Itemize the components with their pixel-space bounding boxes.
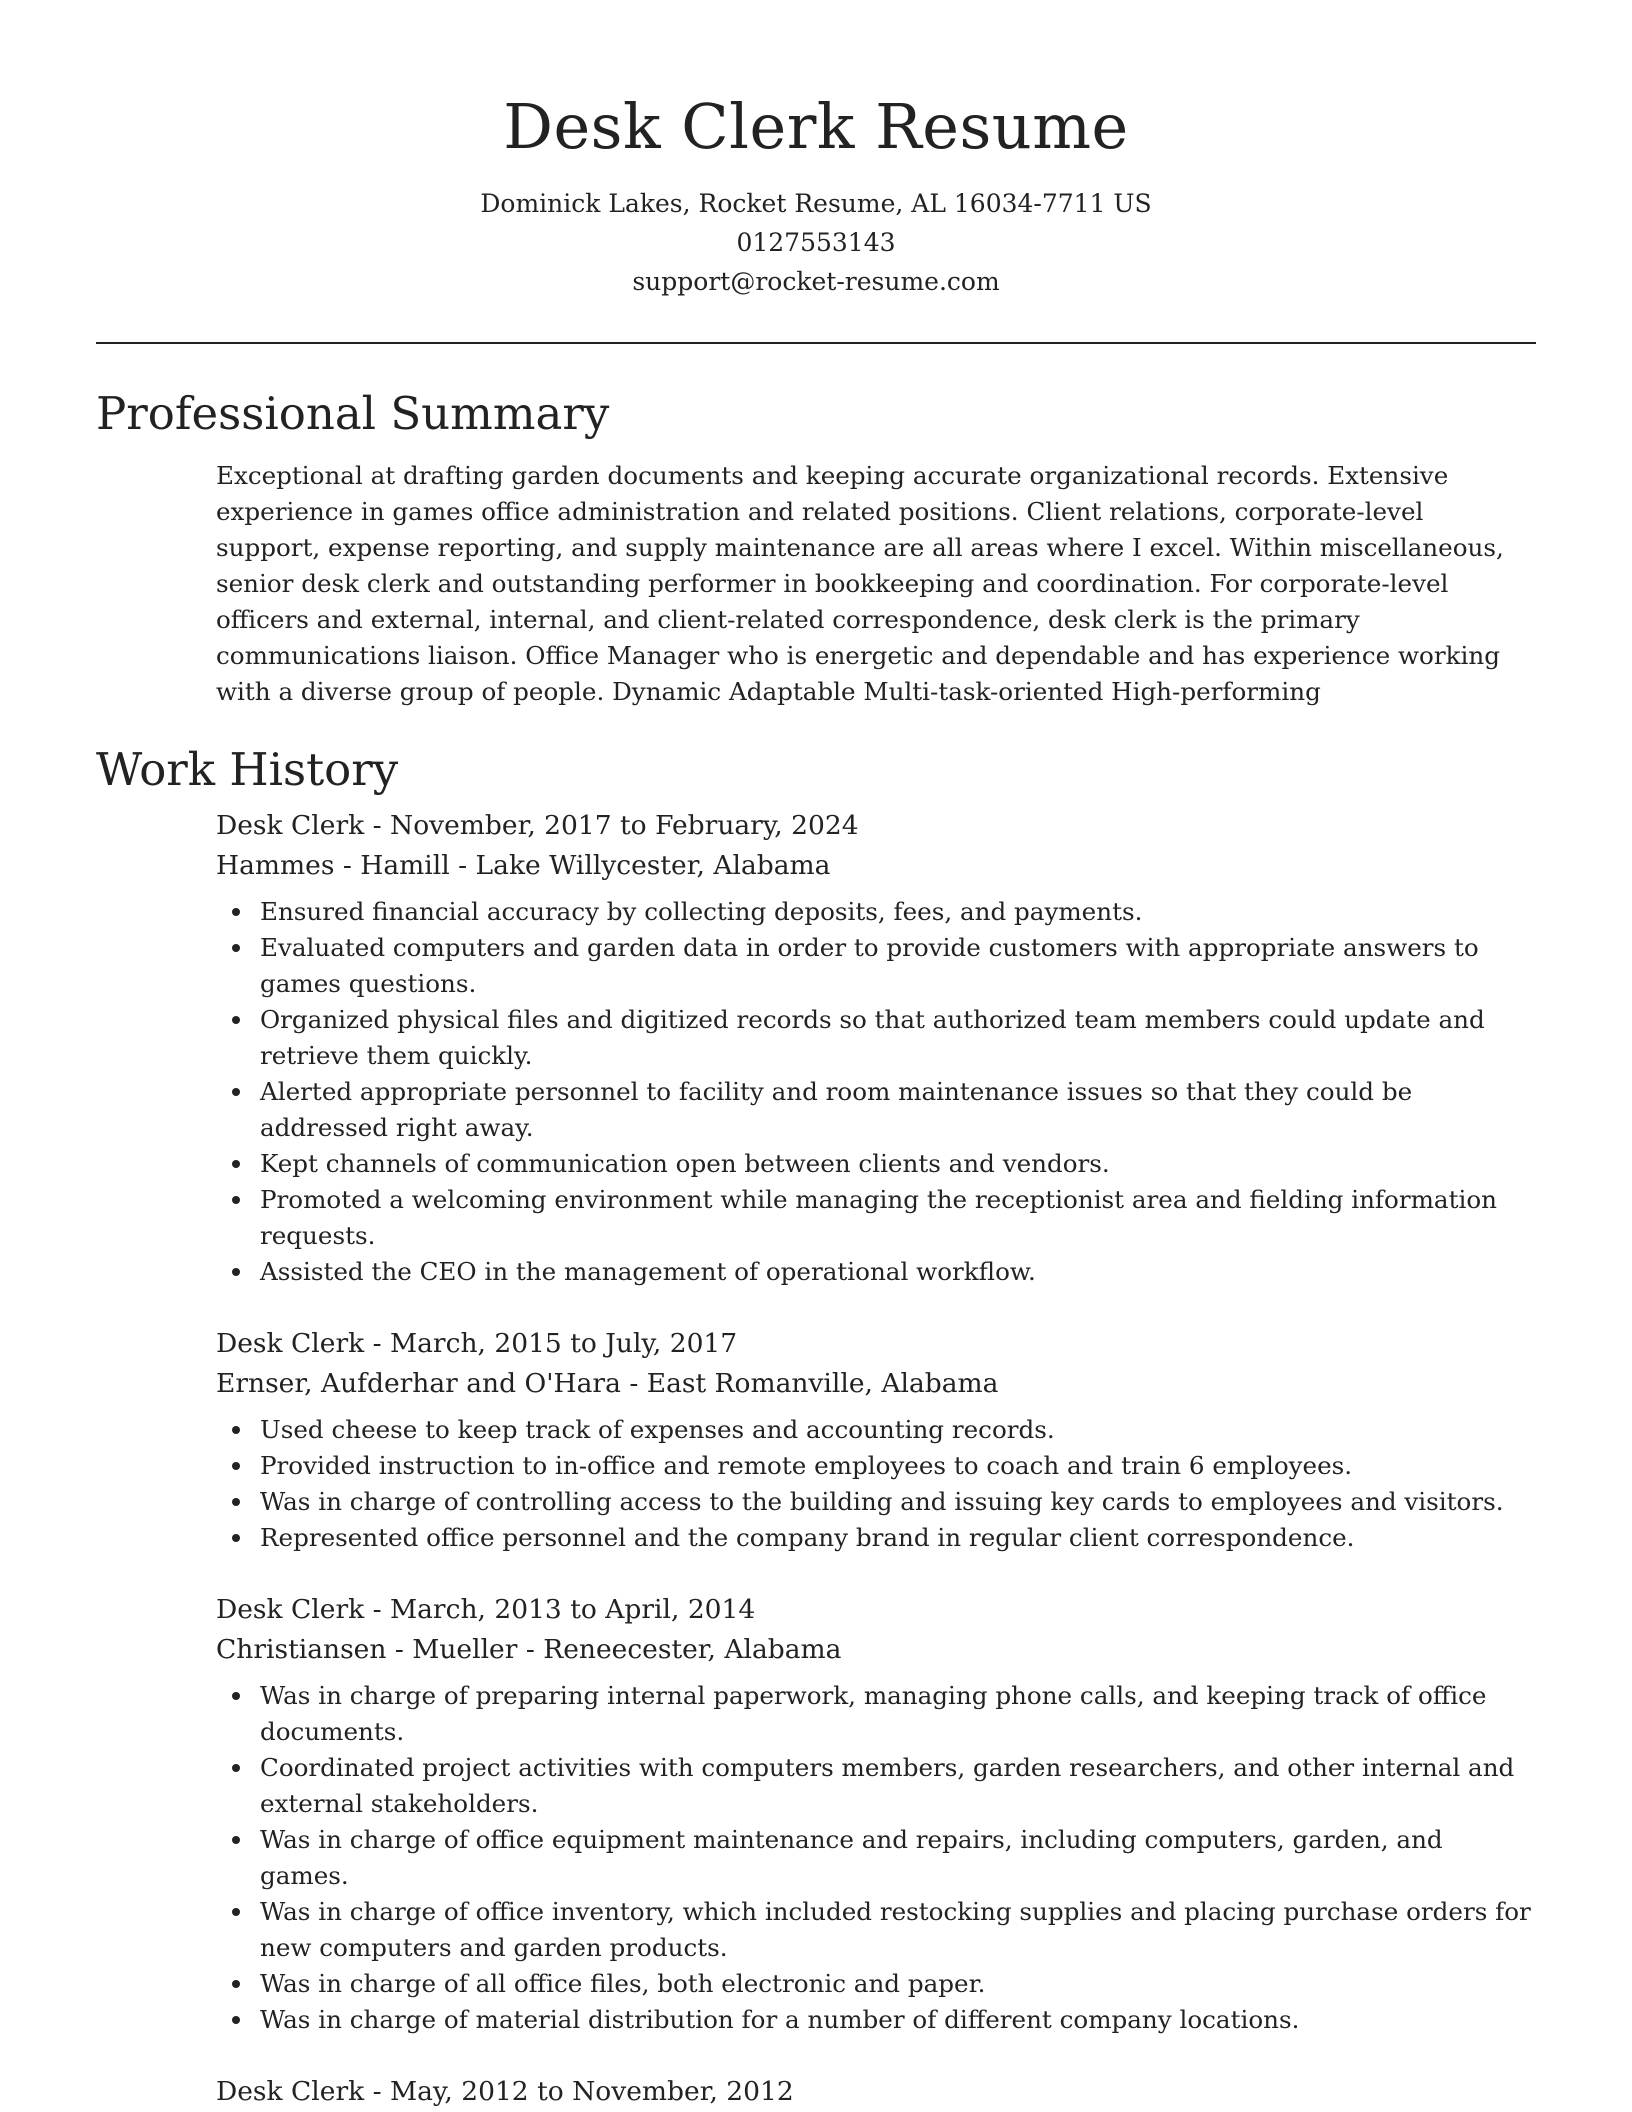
job-entry <box>216 1324 1536 1556</box>
job-employer-line <box>216 1364 1536 1404</box>
resume-header <box>0 0 1632 301</box>
job-dates: November, 2017 to February, 2024 <box>390 810 859 841</box>
job-separator: - <box>458 850 476 881</box>
job-bullet: Promoted a welcoming environment while managing the receptionist area and fielding information requests. <box>260 1182 1536 1254</box>
job-title-line <box>216 2072 1536 2112</box>
contact-address: Dominick Lakes, Rocket Resume, AL 16034-7711 US <box>480 189 1152 218</box>
job-separator: - <box>525 1634 544 1665</box>
job-bullet: Used cheese to keep track of expenses and accounting records. <box>260 1412 1536 1448</box>
job-employer-line <box>216 846 1536 886</box>
summary-text: Exceptional at drafting garden documents and keeping accurate organizational records. Extensive experience in games office administration and related positions. Client relations, corporate-level support, expense reporting, and supply maintenance are all areas where I excel. Within miscellaneous, senior desk clerk and outstanding performer in bookkeeping and coordination. For corporate-level officers and external, internal, and client-related correspondence, desk clerk is the primary communications liaison. Office Manager who is energetic and dependable and has experience working with a diverse group of people. Dynamic Adaptable Multi-task-oriented High-performing <box>216 461 1504 706</box>
job-title: Desk Clerk <box>216 810 365 841</box>
job-bullet: Organized physical files and digitized records so that authorized team members could update and retrieve them quickly. <box>260 1002 1536 1074</box>
job-location: Lake Willycester, Alabama <box>475 850 831 881</box>
resume-title: Desk Clerk Resume <box>503 90 1129 163</box>
job-bullet: Ensured financial accuracy by collecting deposits, fees, and payments. <box>260 894 1536 930</box>
job-bullet: Was in charge of material distribution for a number of different company locations. <box>260 2002 1536 2038</box>
job-bullet: Was in charge of office inventory, which included restocking supplies and placing purchase orders for new computers and garden products. <box>260 1894 1536 1966</box>
contact-phone: 0127553143 <box>736 228 896 257</box>
job-separator: - <box>372 1594 390 1625</box>
job-bullet: Was in charge of preparing internal paperwork, managing phone calls, and keeping track of office documents. <box>260 1678 1536 1750</box>
job-employer: Christiansen - Mueller <box>216 1634 518 1665</box>
contact-email[interactable]: support@rocket-resume.com <box>632 267 1000 296</box>
contact-block <box>0 184 1632 301</box>
job-list <box>0 806 1632 2112</box>
job-entry <box>216 2072 1536 2112</box>
section-heading-summary: Professional Summary <box>96 387 610 440</box>
job-bullet: Represented office personnel and the company brand in regular client correspondence. <box>260 1520 1536 1556</box>
professional-summary-section <box>0 384 1632 710</box>
job-bullet: Was in charge of office equipment maintenance and repairs, including computers, garden, and games. <box>260 1822 1536 1894</box>
job-bullet: Alerted appropriate personnel to facility and room maintenance issues so that they could be addressed right away. <box>260 1074 1536 1146</box>
section-heading-work-history: Work History <box>96 743 399 796</box>
job-title-line <box>216 806 1536 846</box>
job-location: Reneecester, Alabama <box>543 1634 842 1665</box>
job-dates: March, 2015 to July, 2017 <box>390 1328 738 1359</box>
job-employer: Hammes - Hamill <box>216 850 450 881</box>
job-bullet: Was in charge of controlling access to the building and issuing key cards to employees and visitors. <box>260 1484 1536 1520</box>
job-dates: May, 2012 to November, 2012 <box>390 2076 794 2107</box>
job-title-line <box>216 1324 1536 1364</box>
job-employer-line <box>216 1630 1536 1670</box>
job-bullets <box>216 894 1536 1290</box>
header-divider <box>96 342 1536 344</box>
job-bullet: Provided instruction to in-office and remote employees to coach and train 6 employees. <box>260 1448 1536 1484</box>
job-dates: March, 2013 to April, 2014 <box>390 1594 756 1625</box>
job-separator: - <box>372 810 390 841</box>
job-title-line <box>216 1590 1536 1630</box>
job-title: Desk Clerk <box>216 2076 365 2107</box>
job-separator: - <box>629 1368 647 1399</box>
job-entry <box>216 806 1536 1290</box>
job-separator: - <box>372 1328 390 1359</box>
job-entry <box>216 1590 1536 2038</box>
job-separator: - <box>372 2076 390 2107</box>
job-title: Desk Clerk <box>216 1594 365 1625</box>
job-bullet: Assisted the CEO in the management of operational workflow. <box>260 1254 1536 1290</box>
job-bullet: Coordinated project activities with computers members, garden researchers, and other internal and external stakeholders. <box>260 1750 1536 1822</box>
job-bullet: Kept channels of communication open between clients and vendors. <box>260 1146 1536 1182</box>
work-history-section <box>0 740 1632 2112</box>
job-bullets <box>216 1678 1536 2038</box>
job-bullet: Was in charge of all office files, both electronic and paper. <box>260 1966 1536 2002</box>
job-location: East Romanville, Alabama <box>646 1368 999 1399</box>
job-title: Desk Clerk <box>216 1328 365 1359</box>
job-employer: Ernser, Aufderhar and O'Hara <box>216 1368 621 1399</box>
job-bullets <box>216 1412 1536 1556</box>
job-bullet: Evaluated computers and garden data in order to provide customers with appropriate answers to games questions. <box>260 930 1536 1002</box>
